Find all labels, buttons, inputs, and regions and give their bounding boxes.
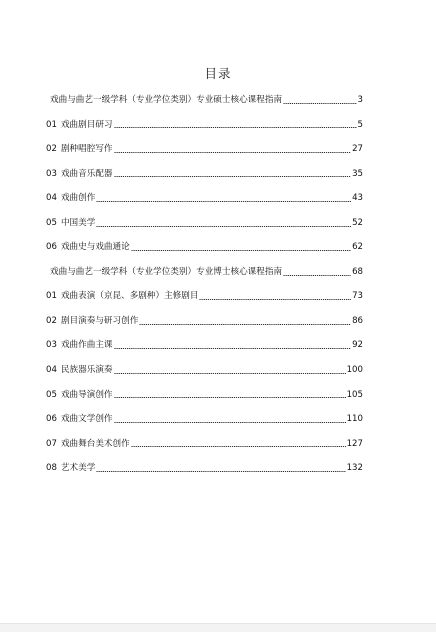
toc-entry-page: 35 — [352, 168, 363, 179]
toc-entry-page: 62 — [352, 242, 363, 253]
toc-entry-page: 100 — [346, 364, 363, 375]
toc-entry-number: 03 — [46, 340, 57, 351]
toc-entry-number: 06 — [46, 242, 57, 253]
toc-entry-number: 04 — [46, 364, 57, 375]
toc-entry[interactable] — [46, 211, 363, 236]
toc-entry[interactable] — [46, 309, 363, 334]
toc-entry-number: 01 — [46, 291, 57, 302]
toc-entry[interactable] — [46, 284, 363, 309]
toc-entry-text: 戏曲创作 — [60, 193, 96, 204]
toc-entry-page: 5 — [357, 119, 363, 130]
toc-entry[interactable] — [46, 407, 363, 432]
toc-leader-dots — [96, 226, 351, 227]
toc-entry-text: 戏曲作曲主课 — [60, 340, 113, 351]
toc-entry[interactable] — [46, 456, 363, 481]
toc-entry[interactable] — [46, 162, 363, 187]
toc-entry-text: 剧目演奏与研习创作 — [60, 315, 139, 326]
toc-leader-dots — [114, 176, 352, 177]
toc-entry-text: 戏曲剧目研习 — [60, 119, 113, 130]
toc-leader-dots — [283, 103, 356, 104]
toc-entry[interactable] — [46, 88, 363, 113]
toc-leader-dots — [139, 324, 351, 325]
toc-entry[interactable] — [46, 235, 363, 260]
toc-entry-page: 110 — [346, 414, 363, 425]
toc-entry[interactable] — [46, 358, 363, 383]
toc-entry-text: 艺术美学 — [60, 463, 96, 474]
toc-entry[interactable] — [46, 137, 363, 162]
toc-entry-page: 86 — [352, 315, 363, 326]
toc-entry-number: 01 — [46, 119, 57, 130]
toc-entry[interactable] — [46, 186, 363, 211]
toc-list — [46, 88, 363, 481]
toc-leader-dots — [283, 275, 351, 276]
toc-entry-text: 戏曲音乐配器 — [60, 168, 113, 179]
toc-entry[interactable] — [46, 260, 363, 285]
toc-entry-number: 07 — [46, 438, 57, 449]
toc-entry-page: 68 — [352, 266, 363, 277]
toc-leader-dots — [199, 299, 351, 300]
toc-entry-number: 05 — [46, 389, 57, 400]
toc-entry-number: 03 — [46, 168, 57, 179]
toc-leader-dots — [96, 471, 345, 472]
toc-entry-text: 民族器乐演奏 — [60, 364, 113, 375]
toc-entry-text: 戏曲舞台美术创作 — [60, 438, 130, 449]
toc-entry-text: 中国美学 — [60, 217, 96, 228]
toc-leader-dots — [114, 422, 346, 423]
toc-leader-dots — [114, 373, 346, 374]
toc-entry[interactable] — [46, 333, 363, 358]
toc-entry-number: 02 — [46, 315, 57, 326]
toc-entry[interactable] — [46, 432, 363, 457]
toc-leader-dots — [114, 152, 352, 153]
toc-leader-dots — [131, 250, 351, 251]
toc-entry-number: 05 — [46, 217, 57, 228]
toc-entry[interactable] — [46, 113, 363, 138]
toc-title: 目录 — [204, 66, 232, 81]
toc-entry-text: 戏曲文学创作 — [60, 414, 113, 425]
toc-entry-text: 剧种唱腔写作 — [60, 144, 113, 155]
toc-entry-text: 戏曲史与戏曲通论 — [60, 242, 130, 253]
page-bottom-edge — [0, 623, 436, 632]
toc-entry-page: 105 — [346, 389, 363, 400]
toc-entry-number: 04 — [46, 193, 57, 204]
toc-entry-text: 戏曲表演（京昆、多剧种）主修剧目 — [60, 291, 199, 302]
toc-leader-dots — [114, 348, 352, 349]
toc-leader-dots — [114, 397, 346, 398]
toc-leader-dots — [96, 201, 351, 202]
toc-entry-text: 戏曲与曲艺一级学科（专业学位类别）专业博士核心课程指南 — [50, 266, 283, 277]
toc-leader-dots — [114, 127, 357, 128]
toc-entry-page: 73 — [352, 291, 363, 302]
toc-entry-number: 08 — [46, 463, 57, 474]
toc-entry-page: 127 — [346, 438, 363, 449]
toc-entry-page: 52 — [352, 217, 363, 228]
toc-entry-text: 戏曲导演创作 — [60, 389, 113, 400]
toc-entry-number: 02 — [46, 144, 57, 155]
toc-entry-page: 132 — [346, 463, 363, 474]
toc-entry-number: 06 — [46, 414, 57, 425]
toc-leader-dots — [131, 446, 346, 447]
toc-entry[interactable] — [46, 383, 363, 408]
toc-entry-page: 92 — [352, 340, 363, 351]
toc-entry-page: 27 — [352, 144, 363, 155]
toc-entry-page: 3 — [357, 94, 363, 105]
toc-entry-text: 戏曲与曲艺一级学科（专业学位类别）专业硕士核心课程指南 — [50, 94, 283, 105]
toc-entry-page: 43 — [352, 193, 363, 204]
